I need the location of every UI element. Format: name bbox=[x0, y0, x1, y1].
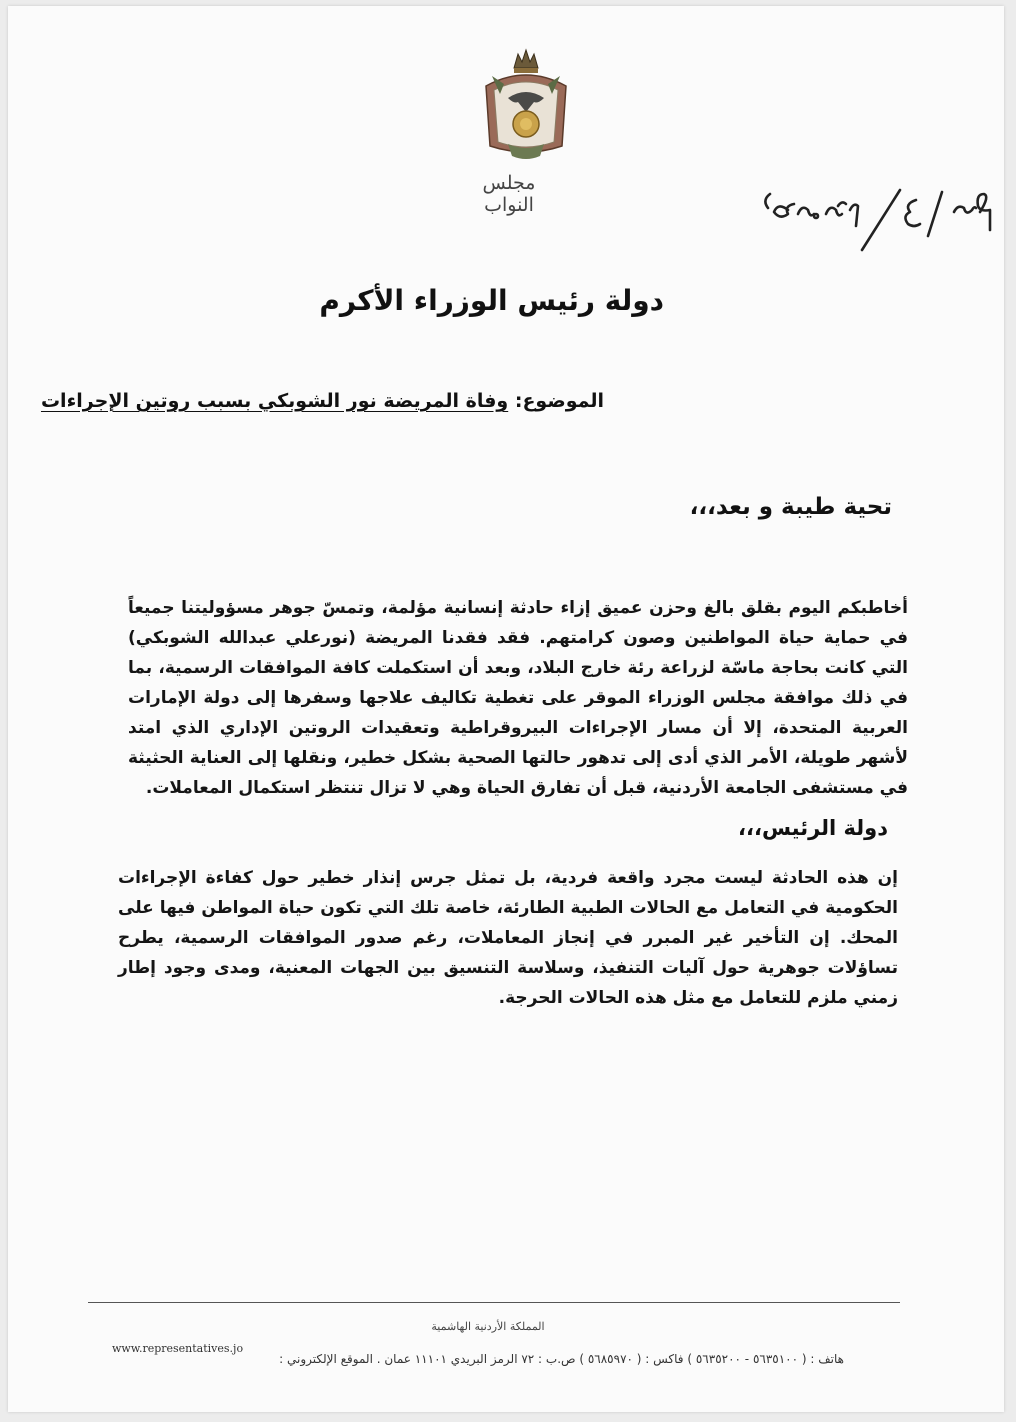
footer-org-name: المملكة الأردنية الهاشمية bbox=[431, 1320, 545, 1333]
body-paragraph-2: إن هذه الحادثة ليست مجرد واقعة فردية، بل تمثل جرس إنذار خطير حول كفاءة الإجراءات الحكومية في التعامل مع الحالات الطبية الطارئة، خاصة تلك التي تكون حياة المواطن فيها على المحك. إن التأخير غير المبرر في إنجاز المعاملات، رغم صدور الموافقات الرسمية، يطرح تساؤلات جوهرية حول آليات التنفيذ، وسلاسة التنسيق بين الجهات المعنية، ومدى وجود إطار زمني ملزم للتعامل مع مثل هذه الحالات الحرجة. bbox=[118, 868, 898, 1008]
body-paragraph-1: أخاطبكم اليوم بقلق بالغ وحزن عميق إزاء حادثة إنسانية مؤلمة، وتمسّ جوهر مسؤوليتنا جميعاً في حماية حياة المواطنين وصون كرامتهم. فقد فقدنا المريضة (نورعلي عبدالله الشوبكي) التي كانت بحاجة ماسّة لزراعة رئة خارج البلاد، وبعد أن استكملت كافة الموافقات الرسمية، بما في ذلك موافقة مجلس الوزراء الموقر على تغطية تكاليف علاجها وسفرها إلى دولة الإمارات العربية المتحدة، إلا أن مسار الإجراءات البيروقراطية وتعقيدات الروتين الإداري الذي امتد لأشهر طويلة، الأمر الذي أدى إلى تدهور حالتها الصحية بشكل خطير، ونقلها إلى العناية الحثيثة في مستشفى الجامعة الأردنية، قبل أن تفارق الحياة وهي لا تزال تنتظر استكمال المعاملات. bbox=[128, 598, 908, 798]
subject-text: وفاة المريضة نور الشوبكي بسبب روتين الإجراءات bbox=[40, 390, 509, 412]
handwritten-date bbox=[758, 174, 998, 254]
addressee-heading: دولة رئيس الوزراء الأكرم bbox=[319, 284, 664, 317]
greeting: تحية طيبة و بعد،،، bbox=[689, 494, 892, 520]
subject-label: الموضوع: bbox=[514, 390, 604, 412]
footer-contact-line: هاتف : ( ٥٦٣٥١٠٠ - ٥٦٣٥٢٠٠ ) فاكس : ( ٥٦٨٥٩٧٠ ) ص.ب : ٧٢ الرمز البريدي ١١١٠١ عمان . الموقع الإلكتروني : bbox=[279, 1352, 844, 1366]
council-logo-text: مجلس النواب bbox=[482, 172, 536, 216]
footer-divider bbox=[88, 1302, 900, 1303]
letter-page bbox=[8, 6, 1004, 1412]
salutation: دولة الرئيس،،، bbox=[738, 816, 888, 840]
subject-line bbox=[41, 390, 604, 412]
jordan-coat-of-arms-icon bbox=[478, 46, 574, 166]
footer-website: www.representatives.jo bbox=[112, 1342, 244, 1355]
